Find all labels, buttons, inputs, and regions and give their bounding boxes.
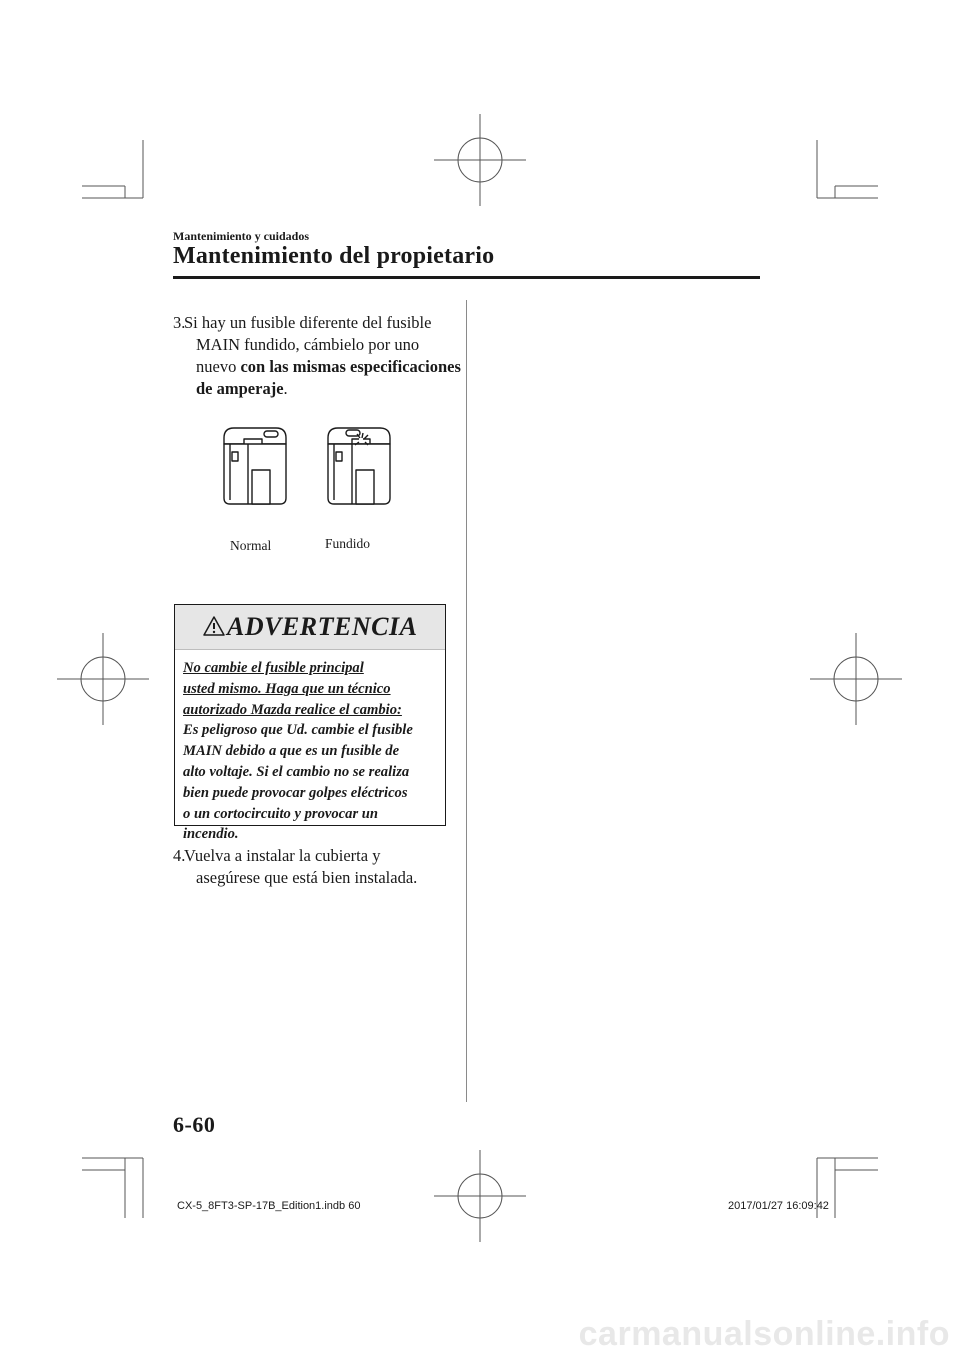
warning-line: alto voltaje. Si el cambio no se realiza [183, 763, 410, 780]
warning-box [174, 604, 446, 843]
print-file-info: CX-5_8FT3-SP-17B_Edition1.indb 60 [177, 1200, 361, 1212]
step-3-line-1: Si hay un fusible diferente del fusible [184, 313, 432, 332]
step-3-line-2: MAIN fundido, cámbielo por uno [196, 335, 420, 354]
step-3-line-4-bold: de amperaje [196, 379, 284, 398]
step-4-number: 4. [173, 846, 186, 865]
section-category: Mantenimiento y cuidados [173, 229, 310, 243]
warning-line: bien puede provocar golpes eléctricos [183, 784, 408, 801]
label-blown: Fundido [325, 536, 371, 551]
page-number: 6-60 [173, 1112, 216, 1137]
warning-header [175, 605, 445, 650]
step-3-line-4-end: . [283, 379, 288, 398]
step-3-number: 3. [173, 313, 186, 332]
step-3-line-4 [196, 378, 461, 400]
warning-text [183, 658, 441, 845]
column-divider [466, 300, 467, 1102]
step-4-line-2: asegúrese que está bien instalada. [196, 868, 418, 887]
warning-title: ADVERTENCIA [227, 612, 418, 641]
fuse-blown-icon [322, 422, 394, 514]
page-title: Mantenimiento del propietario [173, 243, 495, 269]
warning-line: Es peligroso que Ud. cambie el fusible [183, 722, 413, 739]
print-timestamp: 2017/01/27 16:09:42 [728, 1200, 829, 1212]
watermark [0, 1315, 960, 1358]
warning-triangle-icon [203, 616, 225, 636]
label-normal: Normal [230, 538, 272, 553]
step-4-line-1: Vuelva a instalar la cubierta y [184, 846, 381, 865]
step-3-line-3-plain: nuevo [196, 357, 237, 376]
watermark-text: carmanualsonline.info [578, 1315, 950, 1353]
warning-line: autorizado Mazda realice el cambio: [183, 701, 402, 718]
title-rule [173, 276, 760, 279]
step-4-text [184, 845, 418, 889]
warning-line: o un cortocircuito y provocar un [183, 805, 378, 822]
step-4 [173, 845, 463, 895]
warning-line: incendio. [183, 826, 239, 843]
warning-line: No cambie el fusible principal [183, 660, 364, 676]
fuse-normal-icon [218, 422, 290, 514]
warning-line: usted mismo. Haga que un técnico [183, 680, 391, 697]
fuse-figure [210, 418, 400, 558]
step-3 [173, 312, 463, 402]
warning-line: MAIN debido a que es un fusible de [183, 743, 400, 760]
step-3-line-3-bold: con las mismas especificaciones [240, 357, 461, 376]
step-3-text [184, 312, 461, 400]
step-3-line-3 [196, 356, 461, 378]
